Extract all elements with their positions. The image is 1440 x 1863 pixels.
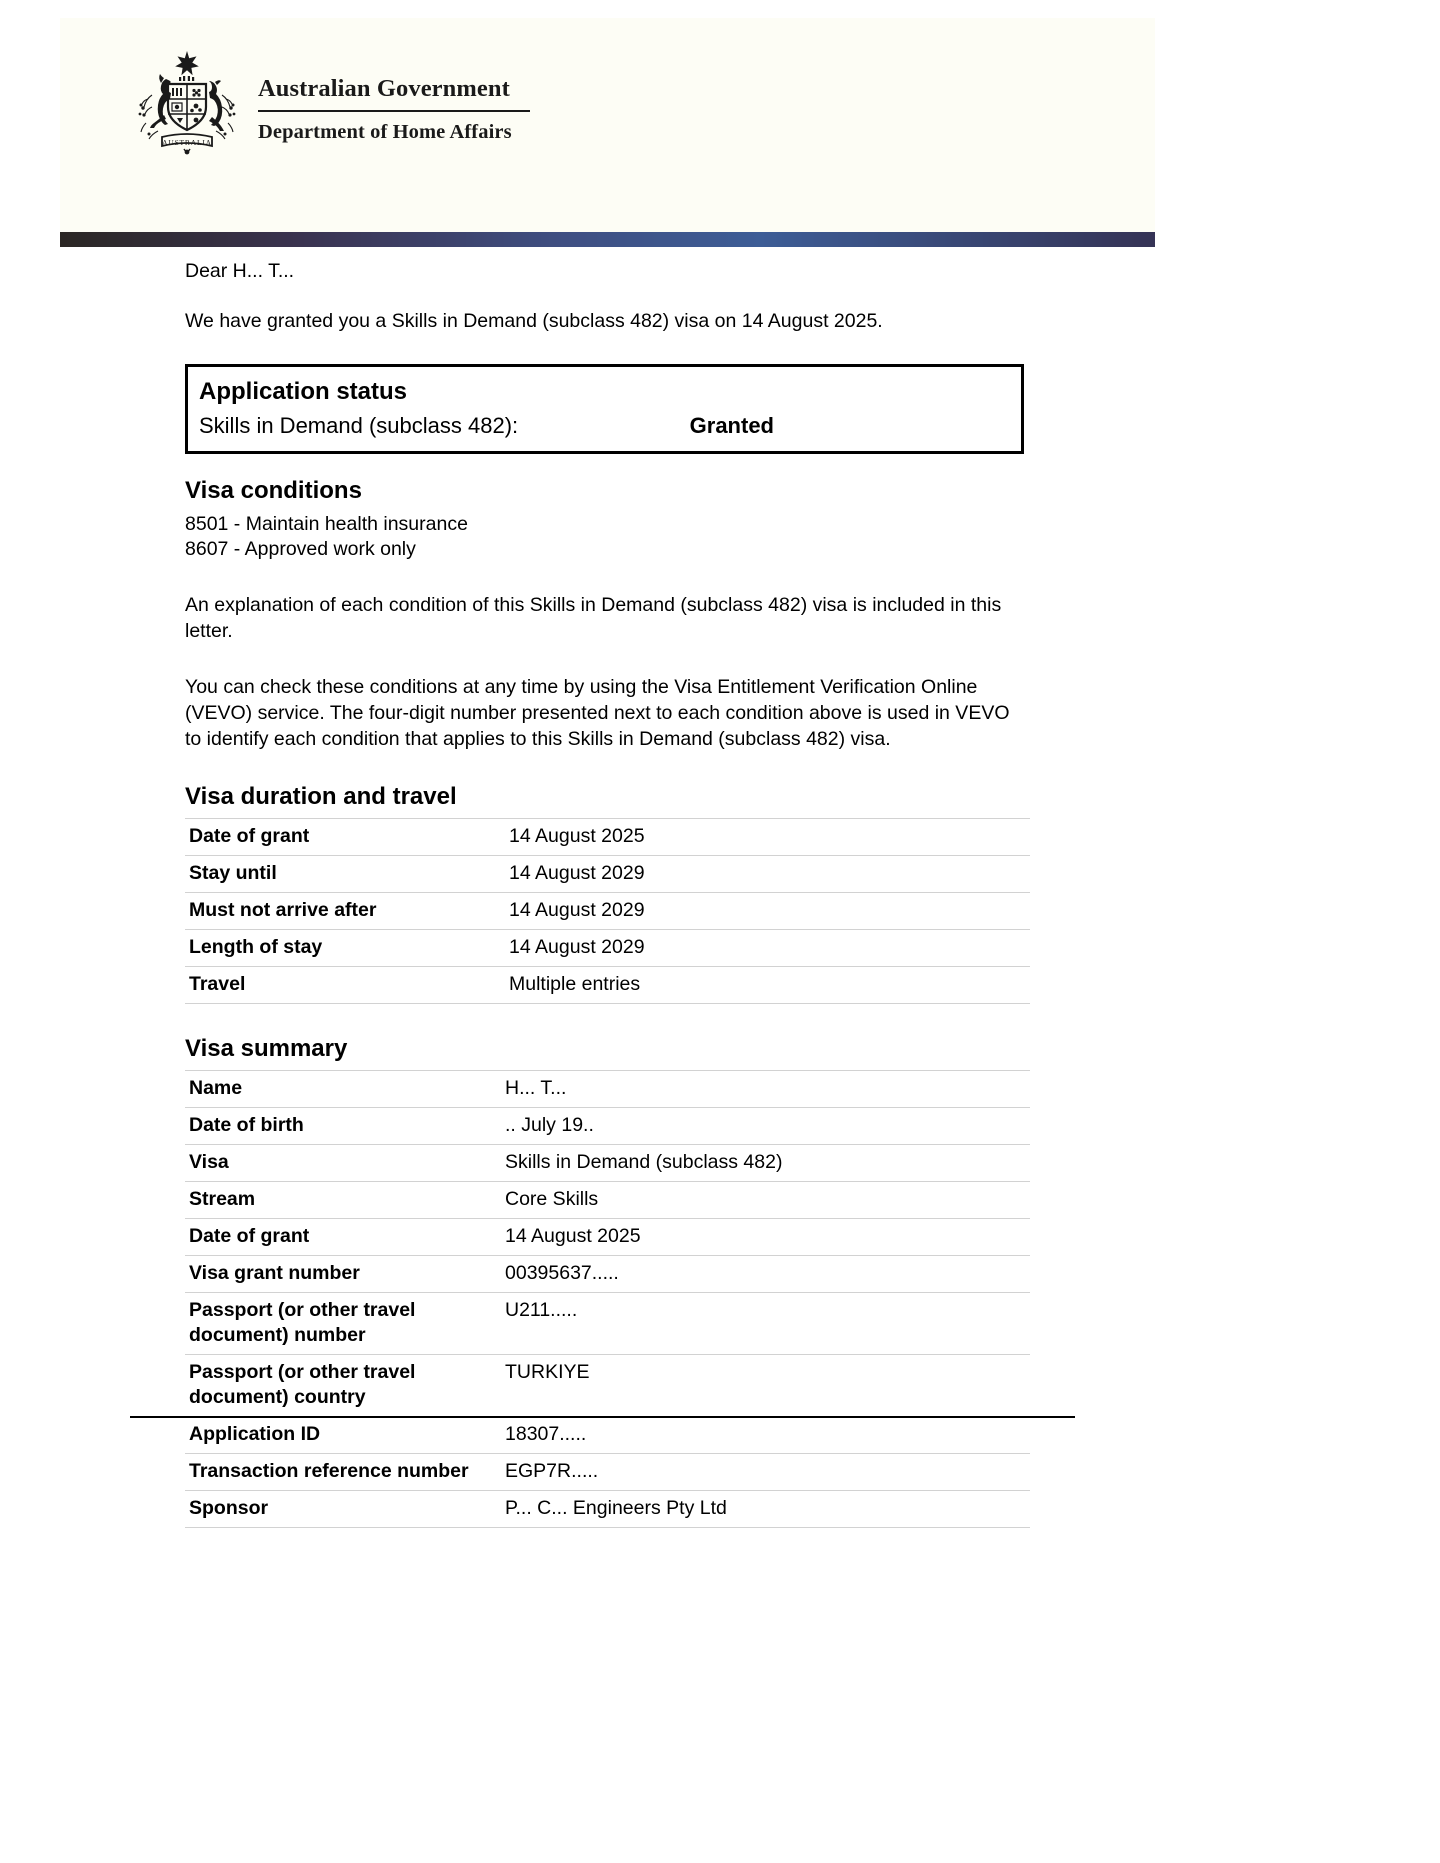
- row-label: Date of birth: [185, 1108, 501, 1145]
- table-row: [185, 1145, 1030, 1182]
- application-status-title: Application status: [199, 378, 408, 405]
- row-label: Length of stay: [185, 930, 505, 967]
- row-value: 18307.....: [501, 1417, 1030, 1454]
- row-value: 00395637.....: [501, 1256, 1030, 1293]
- department-wordmark: [258, 76, 548, 143]
- table-row: [185, 1454, 1030, 1491]
- row-value: H... T...: [501, 1071, 1030, 1108]
- row-label: Passport (or other travel document) country: [185, 1355, 501, 1417]
- row-label: Name: [185, 1071, 501, 1108]
- intro-paragraph: We have granted you a Skills in Demand (subclass 482) visa on 14 August 2025.: [185, 310, 883, 332]
- table-row: [185, 1491, 1030, 1528]
- row-value: EGP7R.....: [501, 1454, 1030, 1491]
- table-row: [185, 1071, 1030, 1108]
- row-label: Must not arrive after: [185, 893, 505, 930]
- table-row: [185, 856, 1030, 893]
- australian-government-text: Australian Government: [258, 75, 510, 102]
- row-label: Sponsor: [185, 1491, 501, 1528]
- table-row: [185, 1108, 1030, 1145]
- table-row: [185, 967, 1030, 1004]
- application-status-row: [199, 411, 1009, 441]
- row-value: Skills in Demand (subclass 482): [501, 1145, 1030, 1182]
- brand-gradient-band: [60, 232, 1155, 247]
- row-value: 14 August 2025: [505, 819, 1030, 856]
- table-row: [185, 1256, 1030, 1293]
- row-value: TURKIYE: [501, 1355, 1030, 1417]
- salutation: Dear H... T...: [185, 260, 295, 282]
- row-value: 14 August 2029: [505, 893, 1030, 930]
- row-label: Visa grant number: [185, 1256, 501, 1293]
- list-item: 8607 - Approved work only: [185, 538, 416, 560]
- table-row: [185, 1293, 1030, 1355]
- list-item: 8501 - Maintain health insurance: [185, 513, 468, 535]
- wordmark-divider: [258, 110, 530, 112]
- visa-conditions-heading: Visa conditions: [185, 477, 362, 504]
- row-label: Stay until: [185, 856, 505, 893]
- row-label: Passport (or other travel document) number: [185, 1293, 501, 1355]
- department-of-home-affairs-text: Department of Home Affairs: [258, 120, 512, 143]
- australian-coat-of-arms-icon: [122, 45, 252, 157]
- application-status-label: Skills in Demand (subclass 482):: [199, 413, 519, 438]
- table-row: [185, 1355, 1030, 1417]
- row-label: Application ID: [185, 1417, 501, 1454]
- row-label: Visa: [185, 1145, 501, 1182]
- row-value: P... C... Engineers Pty Ltd: [501, 1491, 1030, 1528]
- visa-duration-heading: Visa duration and travel: [185, 783, 457, 810]
- row-value: Core Skills: [501, 1182, 1030, 1219]
- visa-conditions-list: [185, 512, 1030, 562]
- row-value: U211.....: [501, 1293, 1030, 1355]
- row-value: 14 August 2029: [505, 856, 1030, 893]
- visa-duration-table: [185, 818, 1030, 1004]
- row-value: .. July 19..: [501, 1108, 1030, 1145]
- row-label: Transaction reference number: [185, 1454, 501, 1491]
- row-label: Date of grant: [185, 819, 505, 856]
- letter-body: [185, 258, 1030, 1528]
- table-row: [185, 1182, 1030, 1219]
- conditions-explanation-paragraph: An explanation of each condition of this Skills in Demand (subclass 482) visa is included in this letter.: [185, 594, 1002, 642]
- table-row: [185, 1417, 1030, 1454]
- row-value: Multiple entries: [505, 967, 1030, 1004]
- vevo-paragraph: You can check these conditions at any time by using the Visa Entitlement Verification Online (VEVO) service. The four-digit number presented next to each condition above is used in VEVO to identify each condition that applies to this Skills in Demand (subclass 482) visa.: [185, 676, 1010, 750]
- table-row: [185, 893, 1030, 930]
- row-label: Travel: [185, 967, 505, 1004]
- crest-banner-label: AUSTRALIA: [162, 138, 212, 147]
- visa-summary-heading: Visa summary: [185, 1035, 348, 1062]
- row-label: Stream: [185, 1182, 501, 1219]
- table-row: [185, 930, 1030, 967]
- row-value: 14 August 2029: [505, 930, 1030, 967]
- table-row: [185, 1219, 1030, 1256]
- row-label: Date of grant: [185, 1219, 501, 1256]
- letterhead: [60, 18, 1155, 232]
- row-value: 14 August 2025: [501, 1219, 1030, 1256]
- application-status-box: [185, 364, 1024, 454]
- footer-divider: [130, 1416, 1075, 1418]
- status-badge: Granted: [689, 413, 774, 438]
- visa-summary-table: [185, 1070, 1030, 1528]
- table-row: [185, 819, 1030, 856]
